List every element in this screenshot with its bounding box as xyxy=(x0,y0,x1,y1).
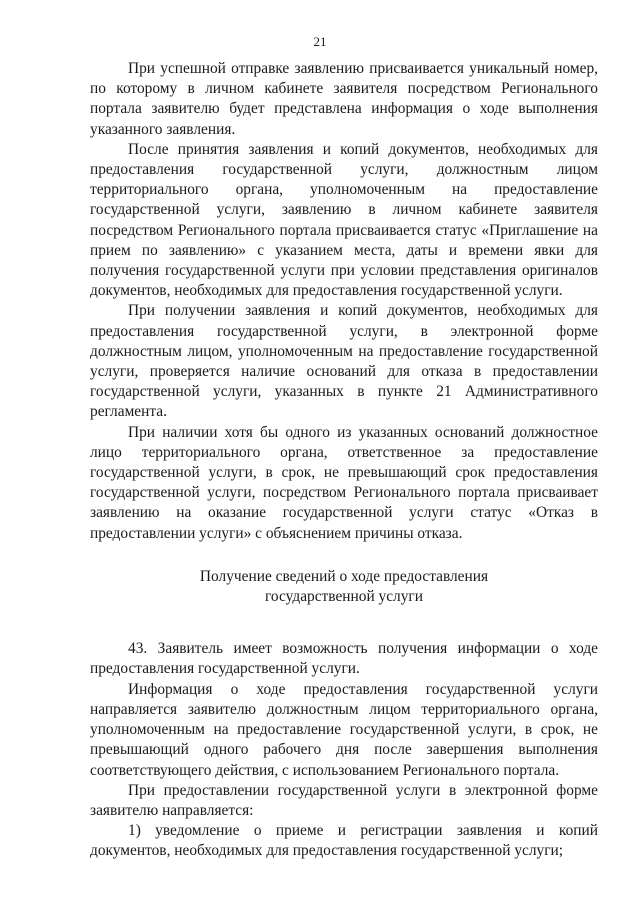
section-heading-line-1: Получение сведений о ходе предоставления xyxy=(199,567,489,585)
document-body xyxy=(90,59,598,862)
paragraph-clause-43: 43. Заявитель имеет возможность получения информации о ходе предоставления государственной услуги. xyxy=(90,640,598,678)
paragraph-refusal-status: При наличии хотя бы одного из указанных оснований должностное лицо территориального органа, ответственное за предоставление государственной услуги, в срок, не превышающий срок предоставления государственной услуги, посредством Регионального портала присваивает заявлению на оказание государственной услуги статус «Отказ в предоставлении услуги» с объяснением причины отказа. xyxy=(90,423,598,542)
paragraph-document-check: При получении заявления и копий документов, необходимых для предоставления государственной услуги, в электронной форме должностным лицом, уполномоченным на предоставление государственной услуги, проверяется наличие оснований для отказа в предоставлении государственной услуги, указанных в пункте 21 Административного регламента. xyxy=(90,302,598,421)
section-heading-line-2: государственной услуги xyxy=(265,588,423,606)
paragraph-electronic-form: При предоставлении государственной услуги в электронной форме заявителю направляется: xyxy=(90,781,598,819)
paragraph-invitation-status: После принятия заявления и копий документов, необходимых для предоставления государственной услуги, должностным лицом территориального органа, уполномоченным на предоставление государственной услуги, заявлению в личном кабинете заявителя посредством Регионального портала присваивается статус «Приглашение на прием по заявлению» с указанием места, даты и времени явки для получения государственной услуги при условии представления оригиналов документов, необходимых для предоставления государственной услуги. xyxy=(90,140,598,300)
page-number: 21 xyxy=(313,34,327,49)
list-item-notification: 1) уведомление о приеме и регистрации заявления и копий документов, необходимых для предоставления государственной услуги; xyxy=(90,822,598,860)
paragraph-registration-number: При успешной отправке заявлению присваивается уникальный номер, по которому в личном кабинете заявителя посредством Регионального портала заявителю будет представлена информация о ходе выполнения указанного заявления. xyxy=(90,60,598,138)
paragraph-progress-information: Информация о ходе предоставления государственной услуги направляется заявителю должностным лицом территориального органа, уполномоченным на предоставление государственной услуги, в срок, не превышающий одного рабочего дня после завершения выполнения соответствующего действия, с использованием Регионального портала. xyxy=(90,680,598,779)
section-heading xyxy=(90,567,598,607)
